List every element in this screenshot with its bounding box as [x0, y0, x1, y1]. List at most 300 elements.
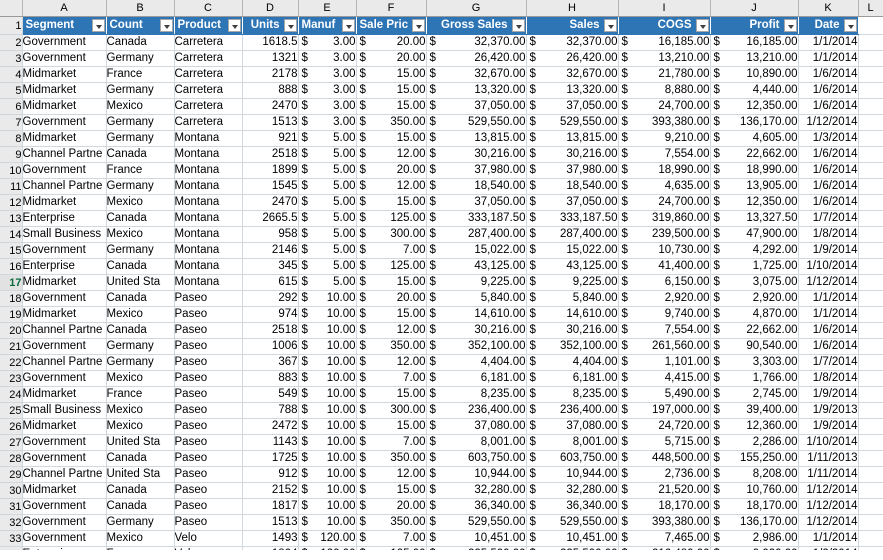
cell-date[interactable]: 1/9/2014 — [798, 243, 858, 259]
cell-segment[interactable]: Government — [22, 291, 106, 307]
cell-product[interactable]: Montana — [174, 179, 242, 195]
filter-dropdown-icon[interactable] — [284, 19, 297, 32]
cell-price[interactable] — [356, 499, 426, 515]
cell-country[interactable]: Germany — [106, 179, 174, 195]
cell-price[interactable] — [356, 179, 426, 195]
row-number[interactable]: 18 — [0, 291, 22, 307]
cell-cogs[interactable] — [618, 67, 710, 83]
cell-country[interactable]: Canada — [106, 259, 174, 275]
cell-gross[interactable] — [426, 275, 526, 291]
table-row[interactable] — [0, 387, 883, 403]
cell-sales[interactable] — [526, 83, 618, 99]
cell-manuf[interactable] — [298, 147, 356, 163]
cell-profit[interactable] — [710, 451, 798, 467]
cell-segment[interactable]: Government — [22, 51, 106, 67]
row-number[interactable]: 10 — [0, 163, 22, 179]
cell-price[interactable] — [356, 403, 426, 419]
cell-date[interactable]: 1/1/2014 — [798, 307, 858, 323]
cell-profit[interactable] — [710, 419, 798, 435]
cell-profit[interactable] — [710, 515, 798, 531]
cell-product[interactable]: Paseo — [174, 515, 242, 531]
cell-manuf[interactable] — [298, 387, 356, 403]
cell-country[interactable]: Mexico — [106, 403, 174, 419]
cell-gross[interactable] — [426, 291, 526, 307]
cell-segment[interactable]: Midmarket — [22, 131, 106, 147]
cell-units[interactable]: 2152 — [242, 483, 298, 499]
cell-profit[interactable] — [710, 131, 798, 147]
cell-gross[interactable] — [426, 115, 526, 131]
cell-country[interactable]: Germany — [106, 339, 174, 355]
row-number[interactable]: 28 — [0, 451, 22, 467]
cell-sales[interactable] — [526, 371, 618, 387]
cell-sales[interactable] — [526, 67, 618, 83]
cell-profit[interactable] — [710, 435, 798, 451]
table-row[interactable] — [0, 131, 883, 147]
table-row[interactable] — [0, 323, 883, 339]
filter-dropdown-icon[interactable] — [92, 19, 105, 32]
cell-units[interactable]: 292 — [242, 291, 298, 307]
empty-cell[interactable] — [858, 403, 883, 419]
row-number[interactable]: 29 — [0, 467, 22, 483]
cell-product[interactable]: Paseo — [174, 355, 242, 371]
cell-sales[interactable] — [526, 483, 618, 499]
filter-dropdown-icon[interactable] — [342, 19, 355, 32]
cell-profit[interactable] — [710, 323, 798, 339]
cell-price[interactable] — [356, 211, 426, 227]
row-number[interactable]: 24 — [0, 387, 22, 403]
cell-date[interactable]: 1/3/2014 — [798, 131, 858, 147]
cell-date[interactable]: 1/8/2014 — [798, 371, 858, 387]
empty-cell[interactable] — [858, 211, 883, 227]
cell-profit[interactable] — [710, 483, 798, 499]
table-row[interactable] — [0, 67, 883, 83]
cell-sales[interactable] — [526, 355, 618, 371]
cell-country[interactable]: Germany — [106, 355, 174, 371]
table-row[interactable] — [0, 275, 883, 291]
cell-manuf[interactable] — [298, 131, 356, 147]
table-row[interactable] — [0, 147, 883, 163]
table-row[interactable] — [0, 227, 883, 243]
cell-date[interactable]: 1/1/2014 — [798, 531, 858, 547]
cell-manuf[interactable] — [298, 515, 356, 531]
empty-cell[interactable] — [858, 227, 883, 243]
cell-country[interactable]: Mexico — [106, 195, 174, 211]
cell-manuf[interactable] — [298, 435, 356, 451]
cell-price[interactable] — [356, 371, 426, 387]
cell-gross[interactable] — [426, 483, 526, 499]
cell-units[interactable]: 888 — [242, 83, 298, 99]
row-number[interactable]: 3 — [0, 51, 22, 67]
table-row[interactable] — [0, 307, 883, 323]
cell-units[interactable]: 1817 — [242, 499, 298, 515]
cell-profit[interactable] — [710, 531, 798, 547]
horizontal-scroll-area[interactable] — [0, 550, 883, 560]
cell-gross[interactable] — [426, 499, 526, 515]
select-all-corner[interactable] — [0, 0, 22, 17]
filter-dropdown-icon[interactable] — [160, 19, 173, 32]
cell-date[interactable]: 1/8/2014 — [798, 227, 858, 243]
cell-country[interactable]: Germany — [106, 51, 174, 67]
cell-cogs[interactable] — [618, 355, 710, 371]
row-number[interactable]: 26 — [0, 419, 22, 435]
cell-country[interactable]: United Sta — [106, 435, 174, 451]
cell-profit[interactable] — [710, 147, 798, 163]
cell-segment[interactable]: Midmarket — [22, 83, 106, 99]
cell-price[interactable] — [356, 83, 426, 99]
cell-manuf[interactable] — [298, 355, 356, 371]
cell-country[interactable]: Mexico — [106, 531, 174, 547]
cell-sales[interactable] — [526, 195, 618, 211]
row-number[interactable]: 30 — [0, 483, 22, 499]
cell-cogs[interactable] — [618, 435, 710, 451]
cell-gross[interactable] — [426, 355, 526, 371]
cell-profit[interactable] — [710, 179, 798, 195]
cell-sales[interactable] — [526, 435, 618, 451]
column-header-k[interactable]: K — [798, 0, 858, 17]
cell-country[interactable]: United Sta — [106, 467, 174, 483]
cell-date[interactable]: 1/6/2014 — [798, 83, 858, 99]
cell-date[interactable]: 1/12/2014 — [798, 483, 858, 499]
cell-product[interactable]: Carretera — [174, 51, 242, 67]
row-number[interactable]: 11 — [0, 179, 22, 195]
cell-sales[interactable] — [526, 499, 618, 515]
row-number[interactable]: 1 — [0, 17, 22, 35]
cell-profit[interactable] — [710, 275, 798, 291]
cell-manuf[interactable] — [298, 531, 356, 547]
cell-sales[interactable] — [526, 307, 618, 323]
cell-sales[interactable] — [526, 99, 618, 115]
empty-cell[interactable] — [858, 179, 883, 195]
cell-product[interactable]: Carretera — [174, 67, 242, 83]
cell-country[interactable]: Canada — [106, 451, 174, 467]
cell-date[interactable]: 1/6/2014 — [798, 147, 858, 163]
filter-dropdown-icon[interactable] — [412, 19, 425, 32]
cell-product[interactable]: Montana — [174, 131, 242, 147]
row-number[interactable]: 31 — [0, 499, 22, 515]
row-number[interactable]: 32 — [0, 515, 22, 531]
cell-price[interactable] — [356, 131, 426, 147]
cell-cogs[interactable] — [618, 195, 710, 211]
empty-cell[interactable] — [858, 307, 883, 323]
cell-cogs[interactable] — [618, 483, 710, 499]
cell-manuf[interactable] — [298, 323, 356, 339]
cell-profit[interactable] — [710, 467, 798, 483]
cell-gross[interactable] — [426, 259, 526, 275]
cell-cogs[interactable] — [618, 115, 710, 131]
cell-price[interactable] — [356, 115, 426, 131]
cell-price[interactable] — [356, 339, 426, 355]
row-number[interactable]: 15 — [0, 243, 22, 259]
cell-date[interactable]: 1/12/2014 — [798, 499, 858, 515]
cell-units[interactable]: 2146 — [242, 243, 298, 259]
cell-product[interactable]: Carretera — [174, 35, 242, 51]
header-cell[interactable] — [106, 17, 174, 35]
cell-manuf[interactable] — [298, 115, 356, 131]
cell-manuf[interactable] — [298, 67, 356, 83]
cell-sales[interactable] — [526, 387, 618, 403]
cell-price[interactable] — [356, 307, 426, 323]
cell-units[interactable]: 2470 — [242, 195, 298, 211]
table-row[interactable] — [0, 483, 883, 499]
cell-country[interactable]: Germany — [106, 243, 174, 259]
empty-cell[interactable] — [858, 499, 883, 515]
row-number[interactable]: 25 — [0, 403, 22, 419]
cell-sales[interactable] — [526, 467, 618, 483]
cell-segment[interactable]: Government — [22, 339, 106, 355]
cell-segment[interactable]: Enterprise — [22, 211, 106, 227]
column-header-e[interactable]: E — [298, 0, 356, 17]
cell-units[interactable]: 2470 — [242, 99, 298, 115]
cell-price[interactable] — [356, 355, 426, 371]
cell-sales[interactable] — [526, 211, 618, 227]
cell-units[interactable]: 549 — [242, 387, 298, 403]
cell-units[interactable]: 1725 — [242, 451, 298, 467]
cell-segment[interactable]: Channel Partne — [22, 323, 106, 339]
cell-segment[interactable]: Channel Partne — [22, 355, 106, 371]
cell-date[interactable]: 1/9/2014 — [798, 387, 858, 403]
cell-manuf[interactable] — [298, 243, 356, 259]
cell-profit[interactable] — [710, 195, 798, 211]
cell-date[interactable]: 1/6/2014 — [798, 195, 858, 211]
cell-gross[interactable] — [426, 435, 526, 451]
cell-date[interactable]: 1/6/2014 — [798, 67, 858, 83]
cell-cogs[interactable] — [618, 419, 710, 435]
cell-manuf[interactable] — [298, 163, 356, 179]
row-number[interactable]: 14 — [0, 227, 22, 243]
cell-product[interactable]: Paseo — [174, 339, 242, 355]
cell-profit[interactable] — [710, 355, 798, 371]
cell-product[interactable]: Paseo — [174, 371, 242, 387]
cell-cogs[interactable] — [618, 211, 710, 227]
row-number[interactable]: 27 — [0, 435, 22, 451]
row-number[interactable]: 12 — [0, 195, 22, 211]
cell-cogs[interactable] — [618, 371, 710, 387]
cell-segment[interactable]: Small Business — [22, 403, 106, 419]
row-number[interactable]: 8 — [0, 131, 22, 147]
cell-segment[interactable]: Government — [22, 531, 106, 547]
cell-date[interactable]: 1/11/2013 — [798, 451, 858, 467]
cell-date[interactable]: 1/7/2014 — [798, 211, 858, 227]
header-cell[interactable] — [174, 17, 242, 35]
cell-cogs[interactable] — [618, 83, 710, 99]
cell-cogs[interactable] — [618, 499, 710, 515]
cell-sales[interactable] — [526, 323, 618, 339]
cell-units[interactable]: 1545 — [242, 179, 298, 195]
cell-segment[interactable]: Midmarket — [22, 419, 106, 435]
cell-manuf[interactable] — [298, 179, 356, 195]
cell-cogs[interactable] — [618, 147, 710, 163]
cell-sales[interactable] — [526, 419, 618, 435]
cell-profit[interactable] — [710, 499, 798, 515]
table-row[interactable] — [0, 355, 883, 371]
cell-sales[interactable] — [526, 515, 618, 531]
cell-manuf[interactable] — [298, 451, 356, 467]
cell-manuf[interactable] — [298, 259, 356, 275]
row-number[interactable]: 17 — [0, 275, 22, 291]
table-row[interactable] — [0, 163, 883, 179]
cell-gross[interactable] — [426, 515, 526, 531]
cell-product[interactable]: Montana — [174, 259, 242, 275]
cell-segment[interactable]: Government — [22, 243, 106, 259]
empty-cell[interactable] — [858, 67, 883, 83]
cell-price[interactable] — [356, 259, 426, 275]
cell-product[interactable]: Paseo — [174, 467, 242, 483]
cell-segment[interactable]: Government — [22, 499, 106, 515]
filter-dropdown-icon[interactable] — [512, 19, 525, 32]
cell-profit[interactable] — [710, 83, 798, 99]
cell-profit[interactable] — [710, 339, 798, 355]
cell-product[interactable]: Carretera — [174, 115, 242, 131]
cell-units[interactable]: 1618.5 — [242, 35, 298, 51]
cell-gross[interactable] — [426, 371, 526, 387]
cell-manuf[interactable] — [298, 211, 356, 227]
cell-segment[interactable]: Midmarket — [22, 307, 106, 323]
cell-segment[interactable]: Channel Partne — [22, 147, 106, 163]
header-cell[interactable] — [798, 17, 858, 35]
cell-price[interactable] — [356, 323, 426, 339]
cell-cogs[interactable] — [618, 291, 710, 307]
cell-units[interactable]: 2518 — [242, 323, 298, 339]
table-row[interactable] — [0, 339, 883, 355]
cell-profit[interactable] — [710, 115, 798, 131]
cell-country[interactable]: Germany — [106, 515, 174, 531]
cell-profit[interactable] — [710, 227, 798, 243]
cell-cogs[interactable] — [618, 243, 710, 259]
cell-price[interactable] — [356, 35, 426, 51]
column-header-g[interactable]: G — [426, 0, 526, 17]
cell-manuf[interactable] — [298, 227, 356, 243]
cell-date[interactable]: 1/1/2014 — [798, 291, 858, 307]
cell-sales[interactable] — [526, 179, 618, 195]
table-row[interactable] — [0, 531, 883, 547]
cell-price[interactable] — [356, 147, 426, 163]
cell-cogs[interactable] — [618, 323, 710, 339]
cell-segment[interactable]: Small Business — [22, 227, 106, 243]
row-number[interactable]: 6 — [0, 99, 22, 115]
header-cell[interactable] — [710, 17, 798, 35]
cell-profit[interactable] — [710, 259, 798, 275]
row-number[interactable]: 13 — [0, 211, 22, 227]
cell-profit[interactable] — [710, 243, 798, 259]
cell-date[interactable]: 1/9/2013 — [798, 403, 858, 419]
cell-price[interactable] — [356, 67, 426, 83]
cell-gross[interactable] — [426, 211, 526, 227]
cell-segment[interactable]: Midmarket — [22, 195, 106, 211]
cell-date[interactable]: 1/6/2014 — [798, 179, 858, 195]
cell-date[interactable]: 1/10/2014 — [798, 259, 858, 275]
table-row[interactable] — [0, 499, 883, 515]
cell-cogs[interactable] — [618, 51, 710, 67]
cell-country[interactable]: Canada — [106, 291, 174, 307]
cell-gross[interactable] — [426, 35, 526, 51]
cell-product[interactable]: Montana — [174, 275, 242, 291]
row-number[interactable]: 23 — [0, 371, 22, 387]
empty-cell[interactable] — [858, 163, 883, 179]
cell-sales[interactable] — [526, 35, 618, 51]
table-row[interactable] — [0, 35, 883, 51]
cell-cogs[interactable] — [618, 339, 710, 355]
cell-country[interactable]: Canada — [106, 147, 174, 163]
column-header-h[interactable]: H — [526, 0, 618, 17]
cell-country[interactable]: Canada — [106, 35, 174, 51]
cell-manuf[interactable] — [298, 275, 356, 291]
table-row[interactable] — [0, 467, 883, 483]
cell-price[interactable] — [356, 51, 426, 67]
filter-dropdown-icon[interactable] — [784, 19, 797, 32]
cell-profit[interactable] — [710, 163, 798, 179]
empty-cell[interactable] — [858, 195, 883, 211]
cell-price[interactable] — [356, 515, 426, 531]
cell-gross[interactable] — [426, 131, 526, 147]
cell-units[interactable]: 1143 — [242, 435, 298, 451]
cell-date[interactable]: 1/1/2014 — [798, 35, 858, 51]
cell-country[interactable]: Canada — [106, 499, 174, 515]
filter-dropdown-icon[interactable] — [696, 19, 709, 32]
cell-gross[interactable] — [426, 179, 526, 195]
filter-dropdown-icon[interactable] — [604, 19, 617, 32]
cell-country[interactable]: Germany — [106, 83, 174, 99]
column-header-b[interactable]: B — [106, 0, 174, 17]
empty-cell[interactable] — [858, 99, 883, 115]
cell-date[interactable]: 1/6/2014 — [798, 323, 858, 339]
cell-segment[interactable]: Enterprise — [22, 259, 106, 275]
empty-cell[interactable] — [858, 515, 883, 531]
cell-date[interactable]: 1/12/2014 — [798, 115, 858, 131]
cell-product[interactable]: Montana — [174, 211, 242, 227]
cell-cogs[interactable] — [618, 259, 710, 275]
cell-sales[interactable] — [526, 531, 618, 547]
cell-price[interactable] — [356, 451, 426, 467]
cell-date[interactable]: 1/7/2014 — [798, 355, 858, 371]
column-header-i[interactable]: I — [618, 0, 710, 17]
cell-product[interactable]: Paseo — [174, 483, 242, 499]
empty-cell[interactable] — [858, 483, 883, 499]
cell-cogs[interactable] — [618, 99, 710, 115]
row-number[interactable]: 2 — [0, 35, 22, 51]
cell-country[interactable]: Mexico — [106, 227, 174, 243]
cell-gross[interactable] — [426, 387, 526, 403]
table-row[interactable] — [0, 195, 883, 211]
cell-profit[interactable] — [710, 307, 798, 323]
column-header-l[interactable]: L — [858, 0, 883, 17]
header-cell[interactable] — [242, 17, 298, 35]
empty-cell[interactable] — [858, 291, 883, 307]
cell-manuf[interactable] — [298, 51, 356, 67]
empty-cell[interactable] — [858, 371, 883, 387]
cell-date[interactable]: 1/1/2014 — [798, 51, 858, 67]
cell-cogs[interactable] — [618, 131, 710, 147]
table-row[interactable] — [0, 83, 883, 99]
cell-country[interactable]: Mexico — [106, 371, 174, 387]
cell-product[interactable]: Paseo — [174, 419, 242, 435]
cell-cogs[interactable] — [618, 35, 710, 51]
cell-segment[interactable]: Midmarket — [22, 67, 106, 83]
cell-date[interactable]: 1/6/2014 — [798, 99, 858, 115]
cell-manuf[interactable] — [298, 83, 356, 99]
table-row[interactable] — [0, 435, 883, 451]
empty-cell[interactable] — [858, 17, 883, 35]
cell-cogs[interactable] — [618, 275, 710, 291]
empty-cell[interactable] — [858, 451, 883, 467]
cell-cogs[interactable] — [618, 451, 710, 467]
cell-product[interactable]: Montana — [174, 163, 242, 179]
empty-cell[interactable] — [858, 531, 883, 547]
cell-sales[interactable] — [526, 403, 618, 419]
row-number[interactable]: 9 — [0, 147, 22, 163]
cell-cogs[interactable] — [618, 387, 710, 403]
cell-country[interactable]: Canada — [106, 323, 174, 339]
cell-units[interactable]: 1006 — [242, 339, 298, 355]
